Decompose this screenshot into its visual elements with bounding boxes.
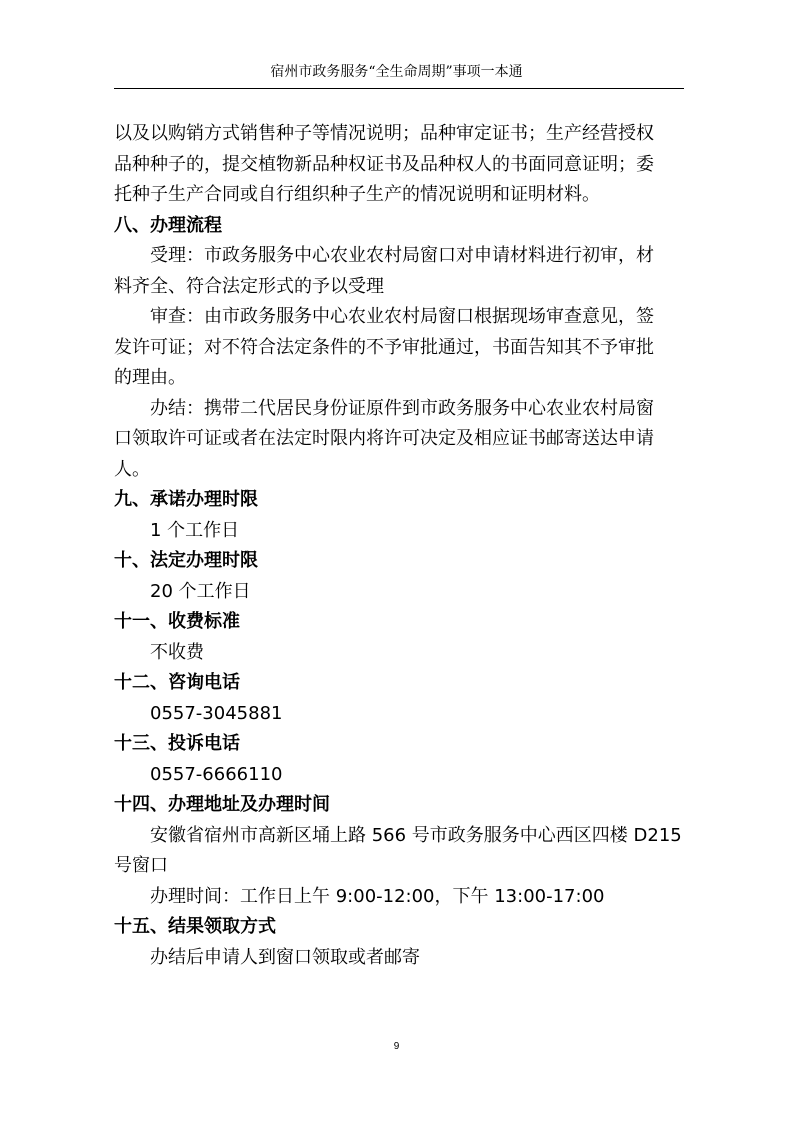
process-review-line-3: 的理由。 [114, 367, 186, 388]
promised-time-limit: 1 个工作日 [150, 520, 240, 541]
complaint-phone: 0557-6666110 [150, 764, 283, 785]
address-line-2: 号窗口 [114, 855, 168, 876]
intro-line-2: 品种种子的，提交植物新品种权证书及品种权人的书面同意证明；委 [114, 154, 654, 175]
section-9-heading: 九、承诺办理时限 [114, 489, 258, 510]
process-accept-line-2: 料齐全、符合法定形式的予以受理 [114, 276, 384, 297]
process-complete-line-1: 办结：携带二代居民身份证原件到市政务服务中心农业农村局窗 [150, 398, 654, 419]
consult-phone: 0557-3045881 [150, 703, 283, 724]
section-14-heading: 十四、办理地址及办理时间 [114, 794, 330, 815]
section-12-heading: 十二、咨询电话 [114, 672, 240, 693]
office-hours: 办理时间：工作日上午 9:00-12:00，下午 13:00-17:00 [150, 886, 605, 907]
intro-line-3: 托种子生产合同或自行组织种子生产的情况说明和证明材料。 [114, 184, 600, 205]
header-title: 宿州市政务服务“全生命周期”事项一本通 [270, 64, 523, 80]
process-complete-line-3: 人。 [114, 459, 150, 480]
page-number: 9 [393, 1041, 400, 1052]
process-accept-line-1: 受理：市政务服务中心农业农村局窗口对申请材料进行初审，材 [150, 245, 654, 266]
address-line-1: 安徽省宿州市高新区埇上路 566 号市政务服务中心西区四楼 D215 [150, 825, 682, 846]
section-11-heading: 十一、收费标准 [114, 611, 240, 632]
legal-time-limit: 20 个工作日 [150, 581, 251, 602]
fee-standard: 不收费 [150, 642, 204, 663]
section-15-heading: 十五、结果领取方式 [114, 916, 276, 937]
header-divider [114, 88, 684, 89]
process-review-line-2: 发许可证；对不符合法定条件的不予审批通过，书面告知其不予审批 [114, 337, 654, 358]
section-13-heading: 十三、投诉电话 [114, 733, 240, 754]
intro-line-1: 以及以购销方式销售种子等情况说明；品种审定证书；生产经营授权 [114, 123, 654, 144]
process-review-line-1: 审查：由市政务服务中心农业农村局窗口根据现场审查意见，签 [150, 306, 654, 327]
section-8-heading: 八、办理流程 [114, 215, 222, 236]
result-collection-method: 办结后申请人到窗口领取或者邮寄 [150, 947, 420, 968]
section-10-heading: 十、法定办理时限 [114, 550, 258, 571]
process-complete-line-2: 口领取许可证或者在法定时限内将许可决定及相应证书邮寄送达申请 [114, 428, 654, 449]
